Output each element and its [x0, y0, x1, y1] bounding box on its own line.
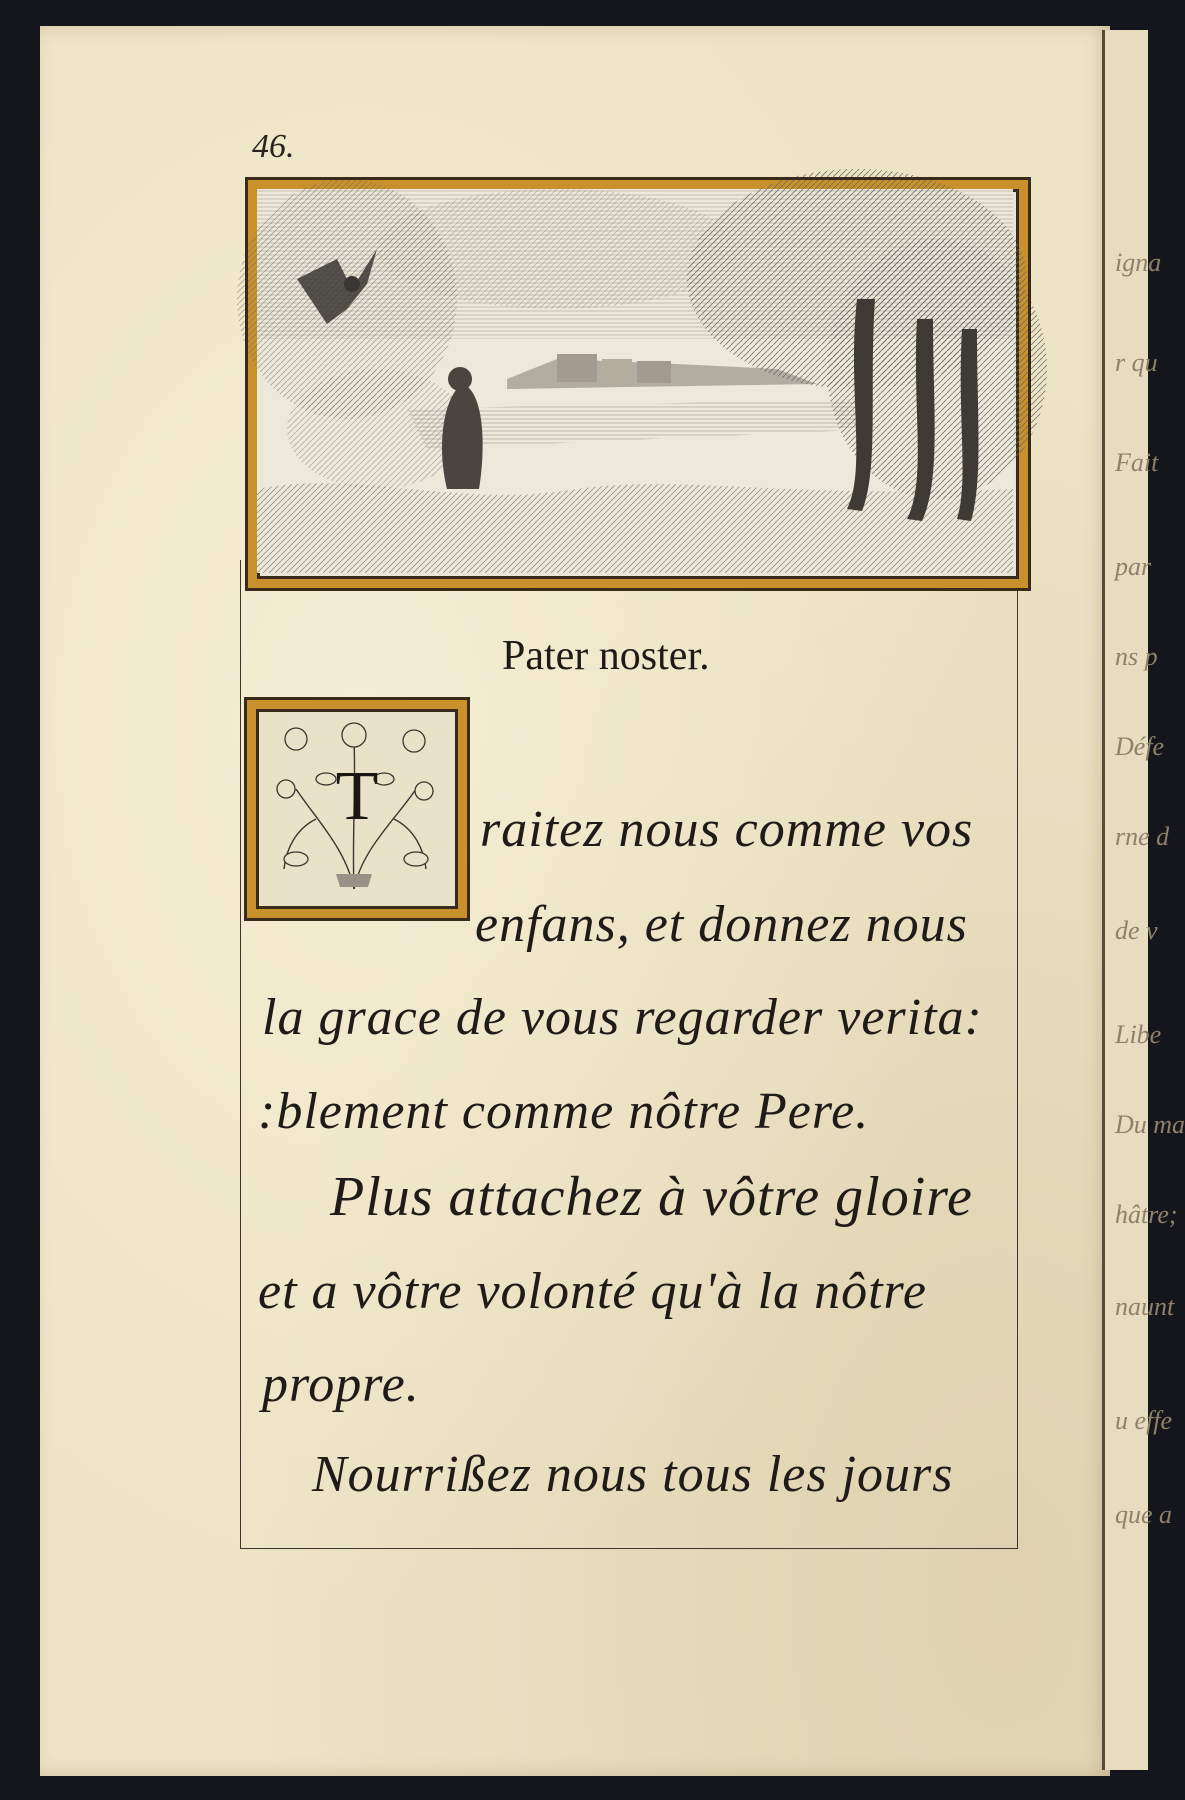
prayer-title: Pater noster. — [502, 633, 710, 679]
facing-page-fragment: Fait — [1115, 448, 1159, 477]
facing-page-fragment: Libe — [1115, 1020, 1162, 1049]
facing-page-fragment: Du ma — [1115, 1110, 1185, 1139]
facing-page-fragment: que a — [1115, 1500, 1173, 1529]
text-line: Plus attachez à vôtre gloire — [330, 1166, 973, 1228]
facing-page-fragment: Défe — [1115, 732, 1165, 761]
facing-page-fragment: par — [1115, 552, 1152, 581]
text-line: propre. — [262, 1356, 420, 1413]
text-line: :blement comme nôtre Pere. — [258, 1083, 870, 1140]
facing-page-fragment: r qu — [1115, 348, 1158, 377]
decorated-initial — [247, 700, 467, 918]
text-line: et a vôtre volonté qu'à la nôtre — [258, 1263, 927, 1320]
facing-page-edge — [1102, 30, 1185, 1770]
facing-page-fragment: u effe — [1115, 1406, 1173, 1435]
facing-page-fragment: igna — [1115, 248, 1162, 277]
landscape-engraving — [248, 180, 1028, 588]
facing-page-fragment: ns p — [1115, 642, 1158, 671]
text-line: raitez nous comme vos — [480, 801, 974, 858]
text-line: Nourrißez nous tous les jours — [312, 1446, 954, 1503]
facing-page-fragment: rne d — [1115, 822, 1170, 851]
text-line: enfans, et donnez nous — [475, 896, 968, 953]
drop-cap-letter: T — [335, 758, 379, 835]
facing-page-fragment: hâtre; — [1115, 1200, 1178, 1229]
page-number: 46. — [252, 128, 295, 165]
facing-page-fragment: de v — [1115, 916, 1158, 945]
facing-page-fragment: naunt — [1115, 1292, 1175, 1321]
text-line: la grace de vous regarder verita: — [262, 989, 983, 1046]
